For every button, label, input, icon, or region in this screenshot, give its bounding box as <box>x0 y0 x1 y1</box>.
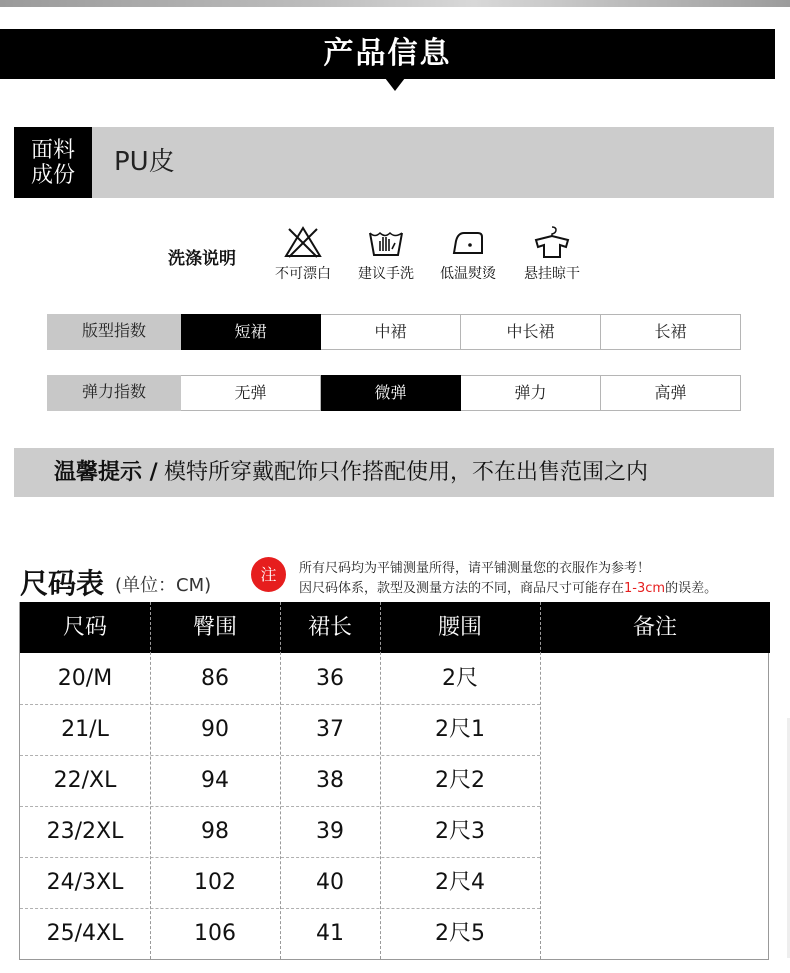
table-cell-waist: 2尺3 <box>435 819 485 844</box>
table-cell-waist: 2尺5 <box>435 921 485 946</box>
table-cell-hip: 98 <box>201 819 229 844</box>
section-title: 产品信息 <box>323 36 452 71</box>
size-table-header <box>20 602 770 653</box>
table-cell-length: 37 <box>316 717 344 742</box>
version-index-label: 版型指数 <box>47 314 181 350</box>
table-cell-size: 22/XL <box>53 768 117 793</box>
table-cell-waist: 2尺 <box>442 666 478 691</box>
column-header-remarks: 备注 <box>632 615 677 640</box>
table-cell-hip: 90 <box>201 717 229 742</box>
column-header-size: 尺码 <box>62 615 107 640</box>
version-option-midi: 中长裙 <box>461 314 601 350</box>
column-header-waist: 腰围 <box>437 615 482 640</box>
column-header-length: 裙长 <box>307 615 352 640</box>
hand-wash-icon <box>366 225 406 259</box>
elastic-option-slight: 微弹 <box>321 375 461 411</box>
section-title-bar <box>0 29 775 79</box>
tip-row <box>14 448 774 497</box>
no-bleach-icon <box>283 225 323 259</box>
table-cell-size: 24/3XL <box>46 870 124 895</box>
size-table <box>19 602 769 960</box>
care-item-hang-dry <box>517 225 587 283</box>
table-cell-waist: 2尺2 <box>435 768 485 793</box>
version-option-short: 短裙 <box>181 314 321 350</box>
table-cell-hip: 106 <box>194 921 236 946</box>
table-cell-waist: 2尺4 <box>435 870 485 895</box>
table-cell-length: 40 <box>316 870 344 895</box>
size-chart-unit: (单位：CM) <box>115 575 212 596</box>
note-line-2-suffix: 的误差。 <box>665 581 718 596</box>
table-cell-length: 41 <box>316 921 344 946</box>
version-option-long: 长裙 <box>601 314 741 350</box>
fabric-label-line1: 面料 <box>30 137 75 163</box>
fabric-label <box>14 127 92 198</box>
table-cell-length: 39 <box>316 819 344 844</box>
table-cell-waist: 2尺1 <box>435 717 485 742</box>
care-item-low-iron <box>433 225 503 283</box>
note-line-2-range: 1-3cm <box>624 581 666 596</box>
table-cell-hip: 94 <box>201 768 229 793</box>
size-chart-title: 尺码表 <box>20 567 105 600</box>
elastic-option-elastic: 弹力 <box>461 375 601 411</box>
table-cell-size: 21/L <box>61 717 109 742</box>
table-cell-length: 38 <box>316 768 344 793</box>
top-image-strip <box>0 0 790 7</box>
version-index-row <box>47 314 742 350</box>
tip-text: 模特所穿戴配饰只作搭配使用，不在出售范围之内 <box>164 460 649 485</box>
fabric-label-line2: 成份 <box>30 162 75 188</box>
care-label: 悬挂晾干 <box>524 266 580 282</box>
elastic-option-high: 高弹 <box>601 375 741 411</box>
elastic-option-none: 无弹 <box>181 375 321 411</box>
note-line-1: 所有尺码均为平铺测量所得，请平铺测量您的衣服作为参考！ <box>299 561 651 576</box>
care-label: 建议手洗 <box>358 266 414 282</box>
hang-dry-icon <box>532 225 572 259</box>
title-arrow-icon <box>385 78 405 91</box>
fabric-value: PU皮 <box>114 147 175 177</box>
tip-heading: 温馨提示 / <box>54 460 158 485</box>
care-item-no-bleach <box>268 225 338 283</box>
table-cell-size: 23/2XL <box>46 819 124 844</box>
low-iron-icon <box>448 225 488 259</box>
fabric-row <box>14 127 774 198</box>
table-cell-size: 25/4XL <box>46 921 124 946</box>
elastic-index-row <box>47 375 742 411</box>
note-badge: 注 <box>251 557 286 592</box>
care-label: 低温熨烫 <box>440 266 496 282</box>
wash-instructions-title: 洗涤说明 <box>168 249 236 269</box>
table-cell-hip: 86 <box>201 666 229 691</box>
column-header-hip: 臀围 <box>192 615 237 640</box>
version-option-medium: 中裙 <box>321 314 461 350</box>
care-label: 不可漂白 <box>275 266 331 282</box>
table-cell-hip: 102 <box>194 870 236 895</box>
note-line-2-prefix: 因尺码体系，款型及测量方法的不同，商品尺寸可能存在 <box>299 581 625 596</box>
care-item-hand-wash <box>351 225 421 283</box>
table-cell-length: 36 <box>316 666 344 691</box>
column-divider <box>540 602 541 959</box>
elastic-index-label: 弹力指数 <box>47 375 181 411</box>
note-line-2 <box>299 577 717 596</box>
table-cell-size: 20/M <box>57 666 113 691</box>
